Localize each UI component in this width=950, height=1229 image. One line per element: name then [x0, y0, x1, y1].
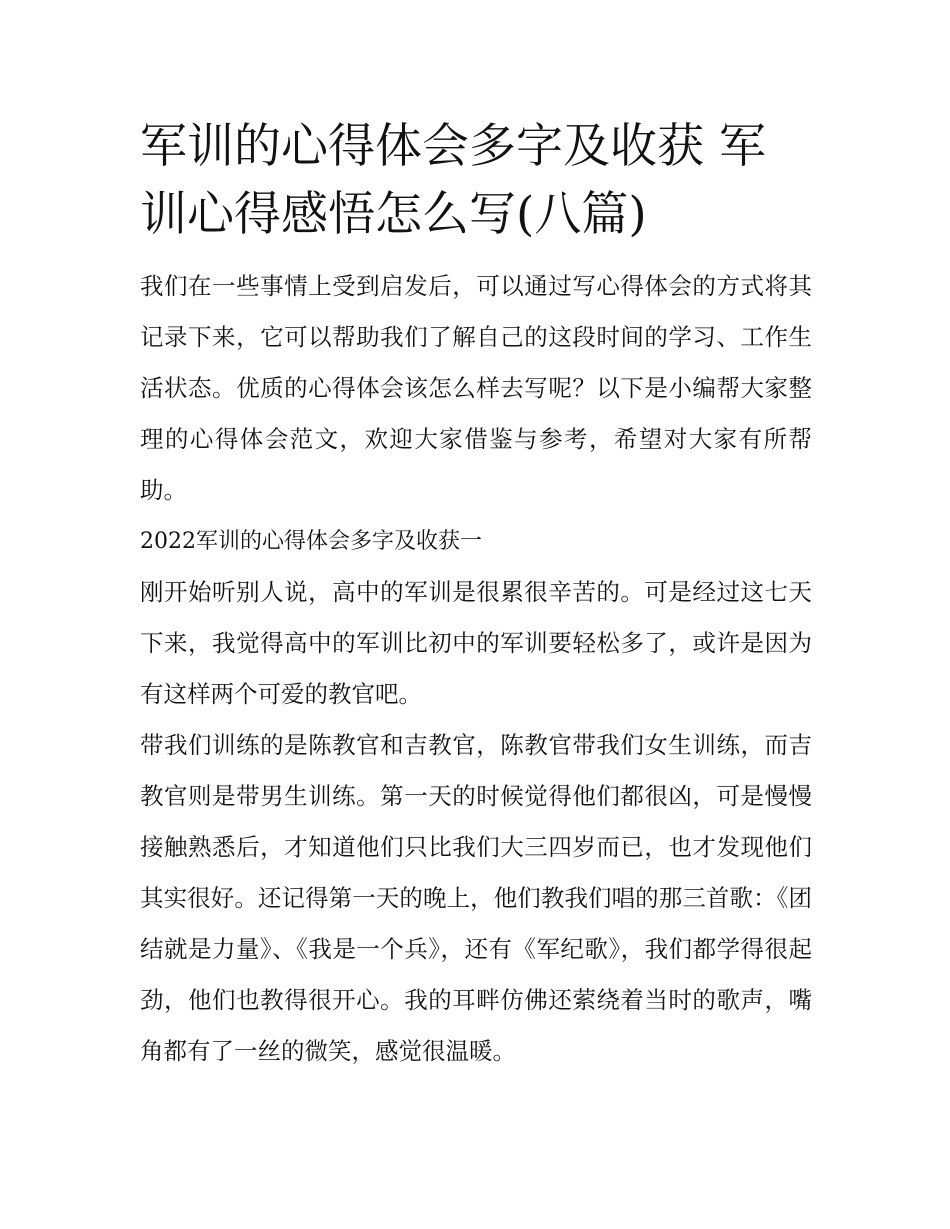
body-paragraph: 带我们训练的是陈教官和吉教官，陈教官带我们女生训练，而吉教官则是带男生训练。第一天的时候觉得他们都很凶，可是慢慢接触熟悉后，才知道他们只比我们大三四岁而已，也才发现他们其实很好。还记得第一天的晚上，他们教我们唱的那三首歌：《团结就是力量》、《我是一个兵》，还有《军纪歌》，我们都学得很起劲，他们也教得很开心。我的耳畔仿佛还萦绕着当时的歌声，嘴角都有了一丝的微笑，感觉很温暖。	[140, 731, 812, 1065]
section-heading: 2022军训的心得体会多字及收获一	[140, 529, 482, 554]
document-body	[140, 113, 812, 1077]
document-title: 军训的心得体会多字及收获 军训心得感悟怎么写(八篇)	[140, 119, 766, 242]
body-paragraph: 刚开始听别人说，高中的军训是很累很辛苦的。可是经过这七天下来，我觉得高中的军训比初中的军训要轻松多了，或许是因为有这样两个可爱的教官吧。	[140, 578, 812, 708]
intro-paragraph: 我们在一些事情上受到启发后，可以通过写心得体会的方式将其记录下来，它可以帮助我们了解自己的这段时间的学习、工作生活状态。优质的心得体会该怎么样去写呢？以下是小编帮大家整理的心得体会范文，欢迎大家借鉴与参考，希望对大家有所帮助。	[140, 272, 812, 504]
